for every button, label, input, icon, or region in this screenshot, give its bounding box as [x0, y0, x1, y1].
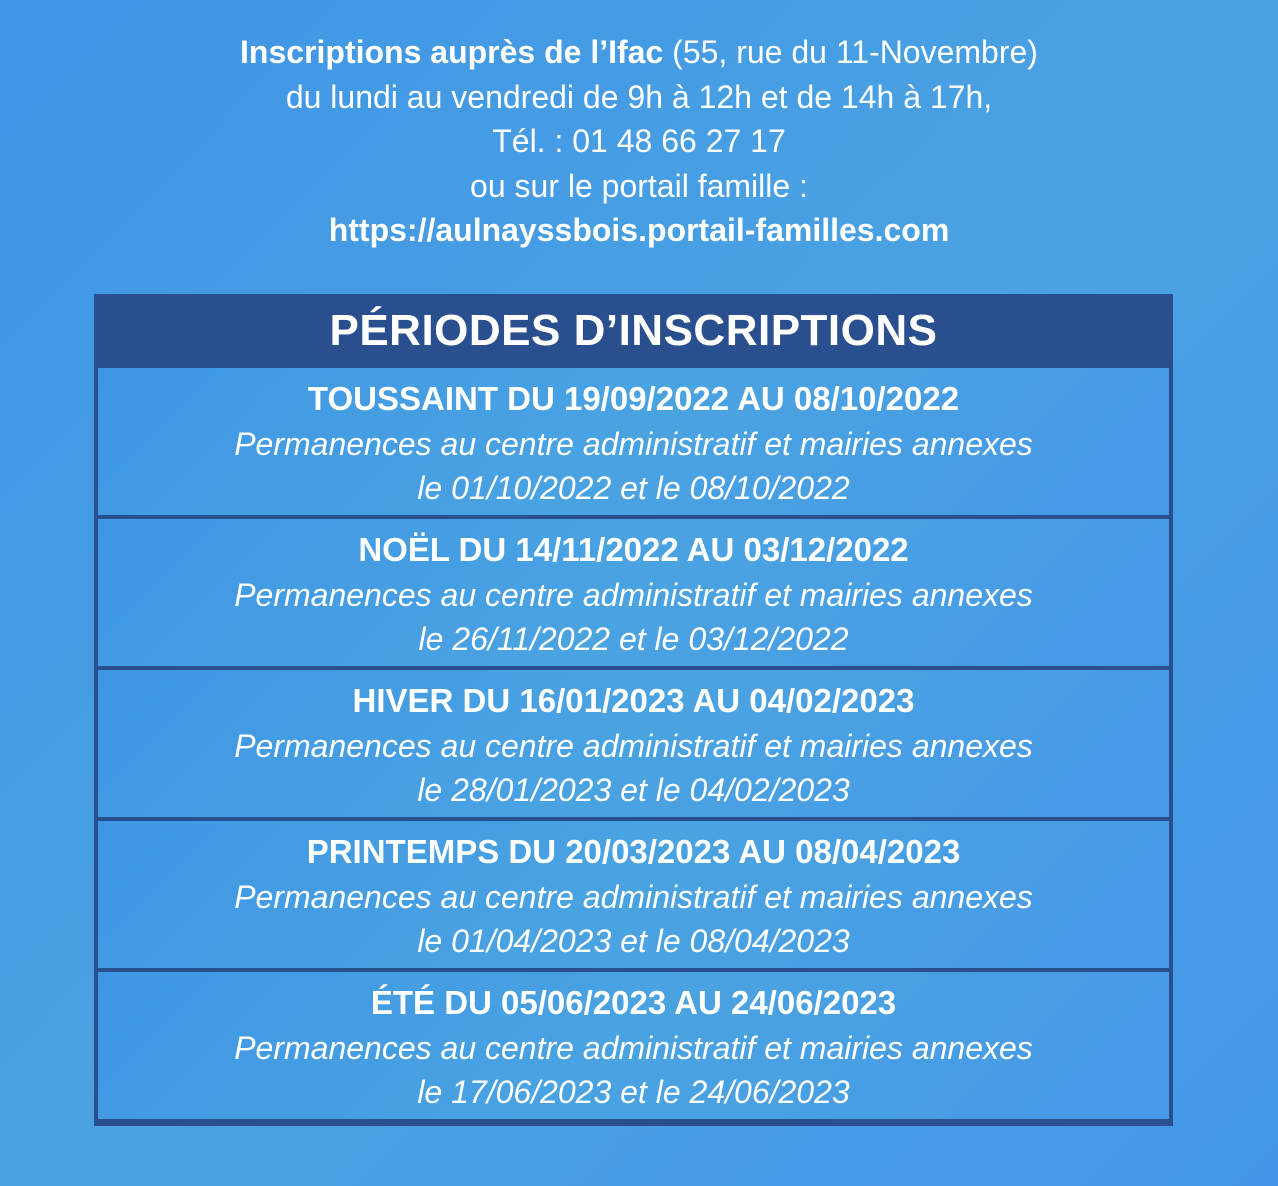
table-row — [98, 972, 1169, 1119]
period-note: Permanences au centre administratif et mairies annexes — [234, 879, 1033, 915]
period-title: TOUSSAINT DU 19/09/2022 AU 08/10/2022 — [307, 380, 960, 417]
table-row — [98, 519, 1169, 666]
period-title: HIVER DU 16/01/2023 AU 04/02/2023 — [352, 682, 915, 719]
period-dates: le 26/11/2022 et le 03/12/2022 — [418, 621, 849, 657]
period-note: Permanences au centre administratif et mairies annexes — [234, 728, 1033, 764]
intro-hours: du lundi au vendredi de 9h à 12h et de 14h à 17h, — [285, 78, 993, 115]
period-dates: le 28/01/2023 et le 04/02/2023 — [417, 772, 850, 808]
intro-portal-label: ou sur le portail famille : — [470, 167, 808, 204]
intro-url-line — [0, 208, 1278, 253]
intro-block — [0, 30, 1278, 253]
period-dates: le 01/10/2022 et le 08/10/2022 — [417, 470, 850, 506]
registration-periods-table — [94, 294, 1173, 1126]
portal-url: https://aulnayssbois.portail-familles.com — [328, 212, 950, 248]
period-dates: le 17/06/2023 et le 24/06/2023 — [417, 1074, 850, 1110]
intro-line-1 — [0, 30, 1278, 75]
intro-address: (55, rue du 11-Novembre) — [663, 34, 1038, 70]
table-row — [98, 368, 1169, 515]
period-title: ÉTÉ DU 05/06/2023 AU 24/06/2023 — [370, 984, 897, 1021]
period-note: Permanences au centre administratif et mairies annexes — [234, 426, 1033, 462]
table-title: PÉRIODES D’INSCRIPTIONS — [329, 306, 938, 355]
intro-heading: Inscriptions auprès de l’Ifac — [240, 34, 664, 70]
period-title: PRINTEMPS DU 20/03/2023 AU 08/04/2023 — [306, 833, 961, 870]
table-row — [98, 670, 1169, 817]
period-dates: le 01/04/2023 et le 08/04/2023 — [417, 923, 850, 959]
table-row — [98, 821, 1169, 968]
period-note: Permanences au centre administratif et mairies annexes — [234, 1030, 1033, 1066]
period-title: NOËL DU 14/11/2022 AU 03/12/2022 — [358, 531, 909, 568]
intro-phone: Tél. : 01 48 66 27 17 — [492, 123, 786, 159]
period-note: Permanences au centre administratif et mairies annexes — [234, 577, 1033, 613]
